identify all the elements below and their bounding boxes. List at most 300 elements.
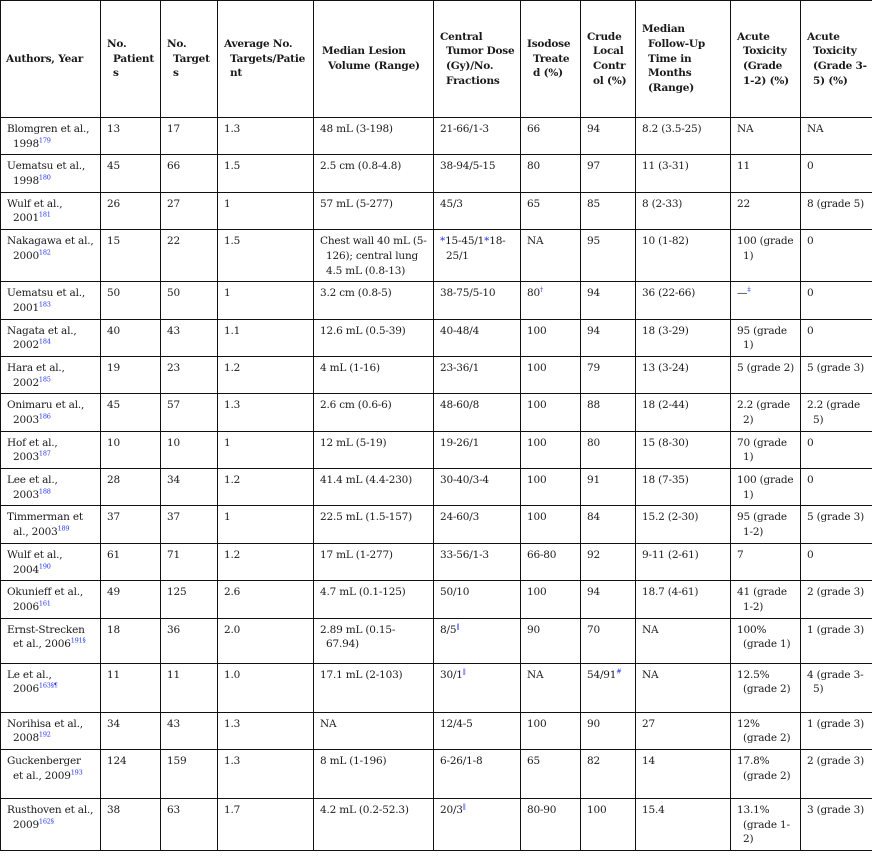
isodose-text: 100	[527, 717, 547, 730]
toxicity-1-2-text: 95 (grade 1-2)	[737, 511, 787, 539]
control-text: 94	[587, 324, 600, 337]
footnote-marker[interactable]: ‖	[462, 802, 466, 811]
cell-followup: 10 (1-82)	[636, 230, 731, 282]
cell-toxicity-1-2	[731, 798, 801, 850]
control-text: 95	[587, 235, 600, 248]
reference-link[interactable]: 180	[38, 173, 51, 182]
cell-toxicity-3-5: 0	[801, 319, 872, 356]
cell-volume: 3.2 cm (0.8-5)	[314, 282, 434, 319]
table-row	[1, 663, 872, 712]
cell-toxicity-3-5: 0	[801, 543, 872, 580]
author-text: Timmerman et al., 2003	[7, 511, 83, 539]
cell-targets: 50	[161, 282, 218, 319]
cell-targets: 43	[161, 712, 218, 749]
toxicity-1-2-text: —	[737, 287, 748, 300]
cell-toxicity-1-2	[731, 618, 801, 663]
cell-avg-targets: 1	[218, 506, 314, 543]
cell-patients: 124	[101, 749, 161, 798]
cell-patients: 40	[101, 319, 161, 356]
isodose-text: 100	[527, 361, 547, 374]
cell-dose	[434, 431, 521, 468]
cell-local-control	[581, 618, 636, 663]
header-central-dose: Central Tumor Dose (Gy)/No. Fractions	[434, 1, 521, 118]
isodose-text: 65	[527, 197, 540, 210]
cell-local-control	[581, 118, 636, 155]
cell-toxicity-1-2	[731, 663, 801, 712]
reference-link[interactable]: 182	[38, 248, 51, 257]
cell-avg-targets: 1.0	[218, 663, 314, 712]
cell-toxicity-1-2	[731, 192, 801, 229]
cell-targets: 71	[161, 543, 218, 580]
dose-text: *15-45/1*18-25/1	[440, 235, 506, 262]
cell-volume: 12.6 mL (0.5-39)	[314, 319, 434, 356]
header-toxicity-3-5: Acute Toxicity (Grade 3-5) (%)	[801, 1, 872, 118]
control-text: 70	[587, 623, 600, 636]
cell-toxicity-3-5: 1 (grade 3)	[801, 712, 872, 749]
cell-dose	[434, 230, 521, 282]
dose-text: 21-66/1-3	[440, 123, 489, 135]
cell-local-control	[581, 319, 636, 356]
cell-toxicity-3-5: 2 (grade 3)	[801, 581, 872, 618]
cell-volume: 17.1 mL (2-103)	[314, 663, 434, 712]
author-text: Nakagawa et al., 2000	[7, 235, 94, 262]
cell-toxicity-3-5: 0	[801, 230, 872, 282]
cell-author	[1, 712, 101, 749]
isodose-text: NA	[527, 235, 544, 248]
dose-text: 48-60/8	[440, 399, 480, 412]
cell-patients: 18	[101, 618, 161, 663]
cell-toxicity-1-2	[731, 749, 801, 798]
cell-volume: 41.4 mL (4.4-230)	[314, 469, 434, 506]
dose-text: 19-26/1	[440, 436, 480, 449]
cell-dose	[434, 663, 521, 712]
cell-isodose	[521, 798, 581, 850]
cell-targets: 23	[161, 356, 218, 393]
cell-toxicity-3-5: 0	[801, 431, 872, 468]
cell-author	[1, 394, 101, 431]
cell-toxicity-1-2	[731, 581, 801, 618]
isodose-text: 100	[527, 586, 547, 599]
cell-isodose	[521, 431, 581, 468]
toxicity-1-2-text: 100 (grade 1)	[737, 235, 794, 262]
isodose-text: 80-90	[527, 803, 557, 816]
cell-isodose	[521, 469, 581, 506]
author-text: Guckenberger et al., 2009	[7, 754, 81, 782]
cell-local-control	[581, 543, 636, 580]
author-text: Wulf et al., 2004	[7, 548, 63, 576]
table-row	[1, 282, 872, 319]
cell-patients: 26	[101, 192, 161, 229]
table-row	[1, 798, 872, 850]
cell-isodose	[521, 749, 581, 798]
cell-followup: 8 (2-33)	[636, 192, 731, 229]
dose-text: 24-60/3	[440, 511, 480, 524]
cell-isodose	[521, 712, 581, 749]
cell-local-control	[581, 192, 636, 229]
footnote-marker[interactable]: ‡	[747, 285, 751, 294]
header-no-targets: No. Targets	[161, 1, 218, 118]
reference-link[interactable]: 187	[38, 449, 51, 458]
cell-local-control	[581, 712, 636, 749]
dose-text: 40-48/4	[440, 324, 480, 337]
cell-toxicity-1-2	[731, 543, 801, 580]
cell-local-control	[581, 749, 636, 798]
author-text: Okunieff et al., 2006	[7, 586, 84, 613]
cell-volume: Chest wall 40 mL (5-126); central lung 4.5 mL (0.8-13)	[314, 230, 434, 282]
dose-text: 23-36/1	[440, 361, 480, 374]
header-authors-year: Authors, Year	[1, 1, 101, 118]
cell-dose	[434, 749, 521, 798]
cell-targets: 34	[161, 469, 218, 506]
isodose-text: 80	[527, 160, 540, 173]
author-text: Le et al., 2006	[7, 668, 52, 696]
cell-patients: 10	[101, 431, 161, 468]
cell-local-control	[581, 394, 636, 431]
cell-avg-targets: 2.0	[218, 618, 314, 663]
dose-text: 20/3	[440, 803, 463, 816]
cell-toxicity-1-2	[731, 118, 801, 155]
author-text: Lee et al., 2003	[7, 474, 58, 501]
cell-isodose	[521, 319, 581, 356]
control-text: 94	[587, 123, 600, 135]
cell-patients: 11	[101, 663, 161, 712]
cell-local-control	[581, 356, 636, 393]
toxicity-1-2-text: 70 (grade 1)	[737, 436, 787, 464]
cell-author	[1, 663, 101, 712]
toxicity-1-2-text: NA	[737, 123, 754, 135]
isodose-text: 66	[527, 123, 540, 135]
cell-local-control	[581, 282, 636, 319]
isodose-text: 100	[527, 511, 547, 524]
author-text: Ernst-Strecken et al., 2006	[7, 623, 85, 651]
cell-patients: 61	[101, 543, 161, 580]
cell-local-control	[581, 506, 636, 543]
header-avg-targets: Average No. Targets/Patient	[218, 1, 314, 118]
reference-link[interactable]: 186	[38, 412, 51, 421]
cell-followup: 18 (3-29)	[636, 319, 731, 356]
reference-link[interactable]: 179	[38, 136, 51, 145]
control-text: 54/91	[587, 668, 617, 681]
table-row	[1, 506, 872, 543]
cell-author	[1, 506, 101, 543]
isodose-text: 66-80	[527, 548, 557, 561]
cell-patients: 38	[101, 798, 161, 850]
author-text: Hof et al., 2003	[7, 436, 58, 464]
footnote-marker[interactable]: *	[484, 235, 490, 248]
isodose-text: 90	[527, 623, 540, 636]
cell-toxicity-3-5: 5 (grade 3)	[801, 506, 872, 543]
cell-toxicity-3-5: 2.2 (grade 5)	[801, 394, 872, 431]
cell-toxicity-1-2	[731, 431, 801, 468]
cell-local-control	[581, 155, 636, 192]
cell-volume: 17 mL (1-277)	[314, 543, 434, 580]
author-text: Wulf et al., 2001	[7, 197, 63, 225]
toxicity-1-2-text: 7	[737, 548, 744, 561]
cell-toxicity-3-5: NA	[801, 118, 872, 155]
cell-patients: 34	[101, 712, 161, 749]
cell-isodose	[521, 618, 581, 663]
isodose-text: 100	[527, 324, 547, 337]
control-text: 84	[587, 511, 600, 524]
cell-dose	[434, 712, 521, 749]
table-row	[1, 356, 872, 393]
cell-avg-targets: 1.7	[218, 798, 314, 850]
table-row	[1, 230, 872, 282]
toxicity-1-2-text: 100% (grade 1)	[737, 623, 791, 651]
cell-patients: 28	[101, 469, 161, 506]
cell-local-control	[581, 230, 636, 282]
cell-dose	[434, 319, 521, 356]
cell-author	[1, 469, 101, 506]
author-text: Onimaru et al., 2003	[7, 399, 85, 426]
dose-text: 38-75/5-10	[440, 287, 496, 300]
cell-followup: NA	[636, 663, 731, 712]
cell-dose	[434, 118, 521, 155]
reference-link[interactable]: 163§¶	[38, 681, 58, 690]
cell-toxicity-1-2	[731, 319, 801, 356]
header-local-control: Crude Local Control (%)	[581, 1, 636, 118]
toxicity-1-2-text: 100 (grade 1)	[737, 474, 794, 501]
cell-volume: 4 mL (1-16)	[314, 356, 434, 393]
control-text: 90	[587, 717, 600, 730]
cell-avg-targets: 1	[218, 431, 314, 468]
dose-text: 33-56/1-3	[440, 548, 489, 561]
control-text: 91	[587, 474, 600, 487]
reference-link[interactable]: 191§	[70, 636, 86, 645]
cell-toxicity-3-5: 0	[801, 155, 872, 192]
footnote-marker[interactable]: ‖	[462, 667, 466, 676]
control-text: 85	[587, 197, 600, 210]
dose-text: 8/5	[440, 623, 457, 636]
cell-isodose	[521, 506, 581, 543]
isodose-text: 100	[527, 399, 547, 412]
cell-avg-targets: 2.6	[218, 581, 314, 618]
cell-avg-targets: 1.5	[218, 230, 314, 282]
cell-local-control	[581, 431, 636, 468]
cell-volume: 4.2 mL (0.2-52.3)	[314, 798, 434, 850]
dose-text: 38-94/5-15	[440, 160, 496, 173]
cell-volume: 22.5 mL (1.5-157)	[314, 506, 434, 543]
isodose-text: 65	[527, 754, 540, 767]
cell-volume: 2.89 mL (0.15-67.94)	[314, 618, 434, 663]
cell-followup: 15 (8-30)	[636, 431, 731, 468]
cell-dose	[434, 394, 521, 431]
isodose-text: 80	[527, 287, 540, 300]
cell-patients: 45	[101, 155, 161, 192]
cell-targets: 27	[161, 192, 218, 229]
cell-targets: 66	[161, 155, 218, 192]
cell-author	[1, 118, 101, 155]
cell-targets: 43	[161, 319, 218, 356]
author-text: Rusthoven et al., 2009	[7, 803, 94, 831]
table-row	[1, 394, 872, 431]
cell-dose	[434, 356, 521, 393]
cell-followup: 14	[636, 749, 731, 798]
dose-text: 6-26/1-8	[440, 754, 483, 767]
cell-avg-targets: 1.2	[218, 356, 314, 393]
control-text: 82	[587, 754, 600, 767]
toxicity-1-2-text: 12.5% (grade 2)	[737, 668, 791, 696]
isodose-text: NA	[527, 668, 544, 681]
toxicity-1-2-text: 17.8% (grade 2)	[737, 754, 791, 782]
cell-toxicity-1-2	[731, 506, 801, 543]
reference-link[interactable]: 193	[70, 768, 83, 777]
cell-local-control	[581, 581, 636, 618]
footnote-marker[interactable]: †	[539, 285, 544, 294]
control-text: 100	[587, 803, 607, 816]
cell-patients: 13	[101, 118, 161, 155]
cell-author	[1, 581, 101, 618]
control-text: 92	[587, 548, 600, 561]
toxicity-1-2-text: 41 (grade 1-2)	[737, 586, 787, 613]
header-no-patients: No. Patients	[101, 1, 161, 118]
cell-dose	[434, 192, 521, 229]
table-row	[1, 749, 872, 798]
cell-volume: 57 mL (5-277)	[314, 192, 434, 229]
cell-avg-targets: 1.1	[218, 319, 314, 356]
cell-toxicity-3-5: 1 (grade 3)	[801, 618, 872, 663]
table-row	[1, 618, 872, 663]
reference-link[interactable]: 161	[38, 599, 51, 608]
table-row	[1, 319, 872, 356]
control-text: 79	[587, 361, 600, 374]
cell-targets: 11	[161, 663, 218, 712]
cell-targets: 57	[161, 394, 218, 431]
cell-followup: NA	[636, 618, 731, 663]
cell-toxicity-3-5: 0	[801, 282, 872, 319]
cell-toxicity-1-2	[731, 282, 801, 319]
cell-dose	[434, 506, 521, 543]
author-text: Uematsu et al., 1998	[7, 160, 86, 188]
reference-link[interactable]: 162§	[38, 817, 54, 826]
header-median-followup: Median Follow-Up Time in Months (Range)	[636, 1, 731, 118]
author-text: Norihisa et al., 2008	[7, 717, 83, 745]
cell-targets: 63	[161, 798, 218, 850]
dose-text: 30/1	[440, 668, 463, 681]
cell-author	[1, 749, 101, 798]
reference-link[interactable]: 188	[38, 487, 51, 496]
cell-toxicity-1-2	[731, 230, 801, 282]
cell-volume: 2.5 cm (0.8-4.8)	[314, 155, 434, 192]
cell-followup: 27	[636, 712, 731, 749]
cell-volume: 2.6 cm (0.6-6)	[314, 394, 434, 431]
control-text: 94	[587, 287, 600, 300]
reference-link[interactable]: 192	[38, 730, 51, 739]
cell-dose	[434, 469, 521, 506]
cell-isodose	[521, 192, 581, 229]
reference-link[interactable]: 181	[38, 210, 51, 219]
control-text: 80	[587, 436, 600, 449]
cell-volume: NA	[314, 712, 434, 749]
cell-followup: 18 (2-44)	[636, 394, 731, 431]
cell-author	[1, 543, 101, 580]
toxicity-1-2-text: 11	[737, 160, 750, 173]
isodose-text: 100	[527, 474, 547, 487]
cell-followup: 18 (7-35)	[636, 469, 731, 506]
table-row	[1, 581, 872, 618]
author-text: Blomgren et al., 1998	[7, 123, 90, 150]
cell-toxicity-1-2	[731, 155, 801, 192]
toxicity-1-2-text: 12% (grade 2)	[737, 717, 791, 745]
author-text: Hara et al., 2002	[7, 361, 65, 389]
cell-targets: 17	[161, 118, 218, 155]
cell-volume: 12 mL (5-19)	[314, 431, 434, 468]
cell-toxicity-3-5: 0	[801, 469, 872, 506]
cell-author	[1, 319, 101, 356]
control-text: 88	[587, 399, 600, 412]
table-row	[1, 431, 872, 468]
dose-text: 50/10	[440, 586, 470, 599]
cell-author	[1, 192, 101, 229]
cell-avg-targets: 1	[218, 192, 314, 229]
author-text: Uematsu et al., 2001	[7, 287, 86, 314]
cell-author	[1, 431, 101, 468]
footnote-marker[interactable]: *	[440, 235, 446, 248]
cell-local-control	[581, 798, 636, 850]
cell-toxicity-3-5: 5 (grade 3)	[801, 356, 872, 393]
cell-followup: 15.4	[636, 798, 731, 850]
cell-isodose	[521, 663, 581, 712]
cell-targets: 37	[161, 506, 218, 543]
dose-text: 12/4-5	[440, 717, 473, 730]
cell-patients: 50	[101, 282, 161, 319]
reference-link[interactable]: 183	[38, 300, 51, 309]
cell-author	[1, 155, 101, 192]
footnote-marker[interactable]: ‖	[456, 622, 460, 631]
cell-toxicity-3-5: 3 (grade 3)	[801, 798, 872, 850]
cell-toxicity-1-2	[731, 712, 801, 749]
cell-avg-targets: 1.3	[218, 394, 314, 431]
footnote-marker[interactable]: #	[616, 667, 622, 676]
toxicity-1-2-text: 2.2 (grade 2)	[737, 399, 791, 426]
author-text: Nagata et al., 2002	[7, 324, 77, 352]
reference-link[interactable]: 184	[38, 337, 51, 346]
cell-isodose	[521, 356, 581, 393]
cell-patients: 19	[101, 356, 161, 393]
cell-avg-targets: 1.3	[218, 118, 314, 155]
dose-text: 30-40/3-4	[440, 474, 489, 487]
cell-isodose	[521, 230, 581, 282]
cell-isodose	[521, 155, 581, 192]
table-row	[1, 192, 872, 229]
toxicity-1-2-text: 22	[737, 197, 750, 210]
cell-author	[1, 356, 101, 393]
toxicity-1-2-text: 13.1% (grade 1-2)	[737, 803, 790, 846]
cell-author	[1, 282, 101, 319]
reference-link[interactable]: 189	[57, 524, 70, 533]
cell-isodose	[521, 394, 581, 431]
reference-link[interactable]: 185	[38, 375, 51, 384]
reference-link[interactable]: 190	[38, 562, 51, 570]
cell-toxicity-3-5: 8 (grade 5)	[801, 192, 872, 229]
cell-dose	[434, 543, 521, 580]
cell-local-control	[581, 663, 636, 712]
dose-text: 45/3	[440, 197, 463, 210]
header-row	[1, 1, 872, 118]
cell-toxicity-1-2	[731, 394, 801, 431]
control-text: 97	[587, 160, 600, 173]
cell-toxicity-1-2	[731, 356, 801, 393]
cell-patients: 49	[101, 581, 161, 618]
cell-followup: 11 (3-31)	[636, 155, 731, 192]
table-row	[1, 155, 872, 192]
cell-targets: 159	[161, 749, 218, 798]
cell-avg-targets: 1.3	[218, 749, 314, 798]
table-row	[1, 118, 872, 155]
cell-targets: 36	[161, 618, 218, 663]
cell-avg-targets: 1.2	[218, 543, 314, 580]
cell-author	[1, 230, 101, 282]
